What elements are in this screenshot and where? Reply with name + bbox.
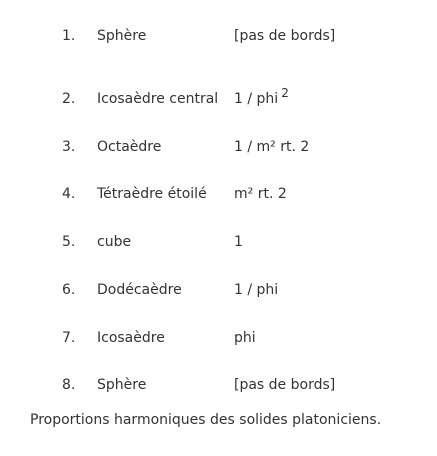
figure-caption: Proportions harmoniques des solides platoniciens. (30, 412, 382, 428)
row-number: 6. (62, 282, 76, 298)
proportion-text: 1 / m² rt. 2 (234, 139, 310, 155)
row-number: 7. (62, 330, 76, 346)
proportion-text: 1 / phi (234, 91, 279, 107)
row-number: 4. (62, 186, 76, 202)
proportion-text: 1 / phi (234, 282, 279, 298)
proportion-text: phi (234, 330, 256, 346)
proportion-text: m² rt. 2 (234, 186, 287, 202)
proportion-text: 1 (234, 234, 243, 250)
solid-name: Icosaèdre central (97, 91, 219, 107)
table-row (0, 137, 437, 157)
proportion-text: [pas de bords] (234, 28, 336, 44)
table-row (0, 86, 437, 109)
proportion-value (234, 375, 335, 395)
proportion-value (234, 280, 278, 300)
proportion-value (234, 86, 289, 109)
row-number: 3. (62, 139, 76, 155)
proportion-value (234, 26, 335, 46)
solid-name: Octaèdre (97, 139, 162, 155)
solid-name: Sphère (97, 28, 147, 44)
row-number: 2. (62, 91, 76, 107)
row-number: 8. (62, 377, 76, 393)
table-row (0, 232, 437, 252)
table-row (0, 375, 437, 395)
proportion-exponent: 2 (281, 86, 289, 100)
table-row (0, 328, 437, 348)
proportion-value (234, 184, 287, 204)
proportion-value (234, 232, 243, 252)
proportion-value (234, 328, 256, 348)
solid-name: cube (97, 234, 132, 250)
table-row (0, 184, 437, 204)
row-number: 5. (62, 234, 76, 250)
table-row (0, 26, 437, 46)
proportion-value (234, 137, 309, 157)
solid-name: Sphère (97, 377, 147, 393)
table-row (0, 280, 437, 300)
proportion-text: [pas de bords] (234, 377, 336, 393)
solid-name: Tétraèdre étoilé (97, 186, 207, 202)
solid-name: Icosaèdre (97, 330, 165, 346)
row-number: 1. (62, 28, 76, 44)
solid-name: Dodécaèdre (97, 282, 182, 298)
